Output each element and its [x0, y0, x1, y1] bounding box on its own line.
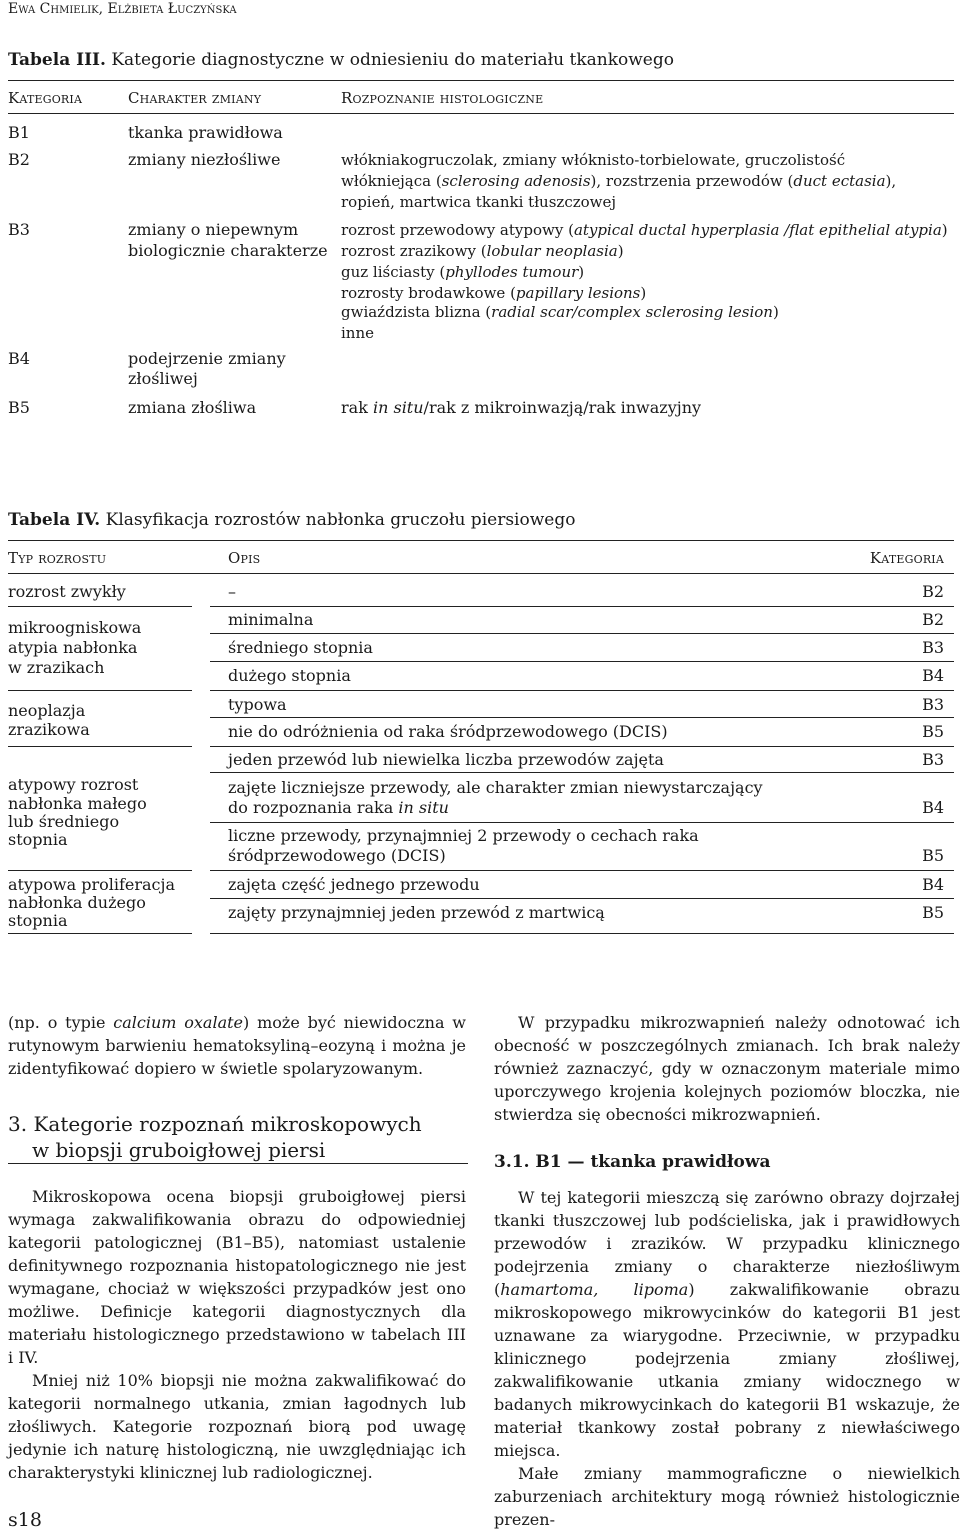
section31-heading: 3.1. B1 — tkanka prawidłowa: [494, 1152, 771, 1172]
table4-group-rule: [8, 746, 192, 747]
table4-row-rule: [210, 717, 954, 718]
table4-top-rule: [8, 540, 954, 541]
table3-row-b5-character: zmiana złośliwa: [128, 398, 257, 417]
table4-group-rule: [8, 606, 192, 607]
table4-group-rule: [8, 690, 192, 691]
table4-type-line: lub średniego: [8, 812, 120, 831]
table3-row-b3-diagnosis-line3: guz liściasty (phyllodes tumour): [341, 263, 585, 281]
section3-heading-line2: w biopsji gruboigłowej piersi: [32, 1138, 326, 1162]
table3-row-b2-diagnosis-line3: ropień, martwica tkanki tłuszczowej: [341, 193, 617, 211]
table4-row-rule: [210, 746, 954, 747]
table3-row-b5-category: B5: [8, 398, 30, 417]
table3-caption-label: Tabela III.: [8, 50, 106, 70]
table4-desc: zajęte liczniejsze przewody, ale charakter zmian niewystarczający: [228, 778, 763, 797]
table3-header-character: Charakter zmiany: [128, 89, 262, 107]
left-paragraph-1: Mikroskopowa ocena biopsji gruboigłowej piersi wymaga zakwalifikowania obrazu do odpowiedniej kategorii patologicznej (B1–B5), natomiast ustalenie definitywnego rozpoznania histopatologicznego nie jest wymagane, chociaż w większości przypadków jest ono możliwe. Definicje kategorii diagnostycznych dla materiału histologicznego przedstawiono w tabelach III i IV.: [8, 1187, 466, 1367]
table4-group-rule: [8, 933, 192, 934]
table4-type-line: atypowa proliferacja: [8, 875, 175, 894]
table4-type-usual: rozrost zwykły: [8, 582, 126, 601]
page-number: s18: [8, 1509, 42, 1531]
table4-desc: zajęty przynajmniej jeden przewód z martwicą: [228, 903, 605, 922]
table3-row-b3-diagnosis-line5: gwiaździsta blizna (radial scar/complex sclerosing lesion): [341, 303, 779, 321]
table4-type-line: nabłonka dużego: [8, 893, 146, 912]
table4-type-line: atypowy rozrost: [8, 775, 139, 794]
table3-row-b4-character-line1: podejrzenie zmiany: [128, 349, 286, 368]
table3-header-diagnosis: Rozpoznanie histologiczne: [341, 89, 544, 107]
section3-heading: [8, 1111, 468, 1163]
table4-desc: średniego stopnia: [228, 638, 373, 657]
table4-row-rule: [210, 898, 954, 899]
table4-category: B5: [922, 722, 944, 741]
table4-row-rule: [210, 933, 954, 934]
table4-desc: nie do odróżnienia od raka śródprzewodowego (DCIS): [228, 722, 668, 741]
table4-row-rule: [210, 661, 954, 662]
table3-row-b3-category: B3: [8, 220, 30, 239]
table4-row-rule: [210, 870, 954, 871]
table4-category: B3: [922, 695, 944, 714]
table4-row-rule: [210, 822, 954, 823]
table4-row-rule: [210, 772, 954, 773]
section3-heading-number: 3.: [8, 1112, 28, 1136]
table3-row-b3-character-line1: zmiany o niepewnym: [128, 220, 299, 239]
table4-header-type: Typ rozrostu: [8, 549, 107, 567]
table4-category: B4: [922, 666, 944, 685]
table4-type-line: stopnia: [8, 830, 68, 849]
right-paragraph-1: W przypadku mikrozwapnień należy odnotować ich obecność w poszczególnych zmianach. Ich brak należy również zaznaczyć, gdy w oznaczonym materiale mimo uporczywego krojenia kolejnych poziomów bloczka, nie stwierdza się obecności mikrozwapnień.: [494, 1013, 960, 1124]
right-paragraph-2: W tej kategorii mieszczą się zarówno obrazy dojrzałej tkanki tłuszczowej lub podścieliska, jak i prawidłowych przewodów i zrazików. W przypadku klinicznego podejrzenia zmiany o charakterze niezłośliwym (hamartoma, lipoma) zakwalifikowanie obrazu mikroskopowego mikrowycinków do kategorii B1 jest uznawane za wiarygodne. Przeciwnie, w przypadku klinicznego podejrzenia zmiany złośliwej, zakwalifikowanie utkania zmiany widocznego w badanych mikrowycinkach do kategorii B1 wskazuje, że materiał tkankowy został pobrany z niewłaściwego miejsca.: [494, 1188, 960, 1460]
table4-category: B4: [922, 875, 944, 894]
table3-row-b3-character-line2: biologicznie charakterze: [128, 241, 328, 260]
table4-category: B2: [922, 582, 944, 601]
table4-header-description: Opis: [228, 549, 261, 567]
table3-row-b5-diagnosis: rak in situ/rak z mikroinwazją/rak inwazyjny: [341, 398, 702, 417]
table3-row-b3-diagnosis-line2: rozrost zrazikowy (lobular neoplasia): [341, 242, 624, 260]
table4-category: B2: [922, 610, 944, 629]
table3-row-b2-diagnosis-line1: włókniakogruczolak, zmiany włóknisto-torbielowate, gruczolistość: [341, 151, 846, 169]
table4-desc: minimalna: [228, 610, 314, 629]
right-column: [494, 1011, 960, 1126]
table4-category: B3: [922, 638, 944, 657]
table3-header-category: Kategoria: [8, 89, 83, 107]
table4-category: B3: [922, 750, 944, 769]
table4-type-line: zrazikowa: [8, 720, 90, 739]
table3-header-rule: [8, 113, 954, 114]
table4-row-rule: [210, 690, 954, 691]
section3-heading-rule: [8, 1163, 468, 1164]
table4-category: B5: [922, 903, 944, 922]
table4-desc: jeden przewód lub niewielka liczba przewodów zajęta: [228, 750, 664, 769]
running-head: Ewa Chmielik, Elżbieta Łuczyńska: [8, 1, 237, 17]
table4-caption-label: Tabela IV.: [8, 510, 101, 530]
table4-type-line: mikroogniskowa: [8, 618, 142, 637]
table4-desc: zajęta część jednego przewodu: [228, 875, 480, 894]
table4-row-rule: [210, 606, 954, 607]
table4-header-rule: [8, 573, 954, 574]
table3-row-b2-diagnosis-line2: włókniejąca (sclerosing adenosis), rozstrzenia przewodów (duct ectasia),: [341, 172, 897, 190]
table4-row-rule: [210, 633, 954, 634]
table3-caption-text: Kategorie diagnostyczne w odniesieniu do materiału tkankowego: [111, 50, 674, 70]
table4-desc: liczne przewody, przynajmniej 2 przewody o cechach raka: [228, 826, 699, 845]
table4-desc: dużego stopnia: [228, 666, 351, 685]
table4-caption: [8, 509, 575, 531]
table4-caption-text: Klasyfikacja rozrostów nabłonka gruczołu piersiowego: [105, 510, 576, 530]
table3-top-rule: [8, 80, 954, 81]
table3-row-b1-character: tkanka prawidłowa: [128, 123, 283, 142]
table4-group-rule: [8, 870, 192, 871]
table4-category: B4: [922, 798, 944, 817]
table3-row-b3-diagnosis-line1: rozrost przewodowy atypowy (atypical ductal hyperplasia /flat epithelial atypia): [341, 221, 948, 239]
table4-type-line: atypia nabłonka: [8, 638, 138, 657]
table3-row-b3-diagnosis-line4: rozrosty brodawkowe (papillary lesions): [341, 284, 647, 302]
table4-desc: typowa: [228, 695, 287, 714]
table4-type-line: w zrazikach: [8, 658, 105, 677]
left-body: [8, 1185, 466, 1484]
right-body: [494, 1186, 960, 1531]
table3-row-b1-category: B1: [8, 123, 30, 142]
table4-desc: śródprzewodowego (DCIS): [228, 846, 446, 865]
section3-heading-line1: Kategorie rozpoznań mikroskopowych: [33, 1112, 422, 1136]
table4-type-line: neoplazja: [8, 701, 86, 720]
table3-row-b4-character-line2: złośliwej: [128, 369, 198, 388]
left-column: [8, 1011, 466, 1080]
table4-header-category: Kategoria: [869, 549, 944, 567]
right-paragraph-3: Małe zmiany mammograficzne o niewielkich zaburzeniach architektury mogą również histologicznie prezen-: [494, 1464, 960, 1529]
table3-row-b3-diagnosis-line6: inne: [341, 324, 374, 342]
table4-desc: –: [228, 582, 236, 601]
table3-caption: [8, 49, 674, 71]
table3-row-b2-character: zmiany niezłośliwe: [128, 150, 281, 169]
left-paragraph-2: Mniej niż 10% biopsji nie można zakwalifikować do kategorii normalnego utkania, zmian łagodnych lub złośliwych. Kategorie rozpoznań biorą pod uwagę jedynie ich naturę histologiczną, nie uwzględniając ich charakterystyki klinicznej lub radiologicznej.: [8, 1371, 466, 1482]
table4-desc: do rozpoznania raka in situ: [228, 798, 449, 817]
table3-row-b2-category: B2: [8, 150, 30, 169]
table4-category: B5: [922, 846, 944, 865]
table3-row-b4-category: B4: [8, 349, 30, 368]
table4-type-line: stopnia: [8, 911, 68, 930]
table4-type-line: nabłonka małego: [8, 794, 147, 813]
left-intro-paragraph: (np. o typie calcium oxalate) może być niewidoczna w rutynowym barwieniu hematoksyliną–eozyną i można je zidentyfikować dopiero w świetle spolaryzowanym.: [8, 1013, 466, 1078]
